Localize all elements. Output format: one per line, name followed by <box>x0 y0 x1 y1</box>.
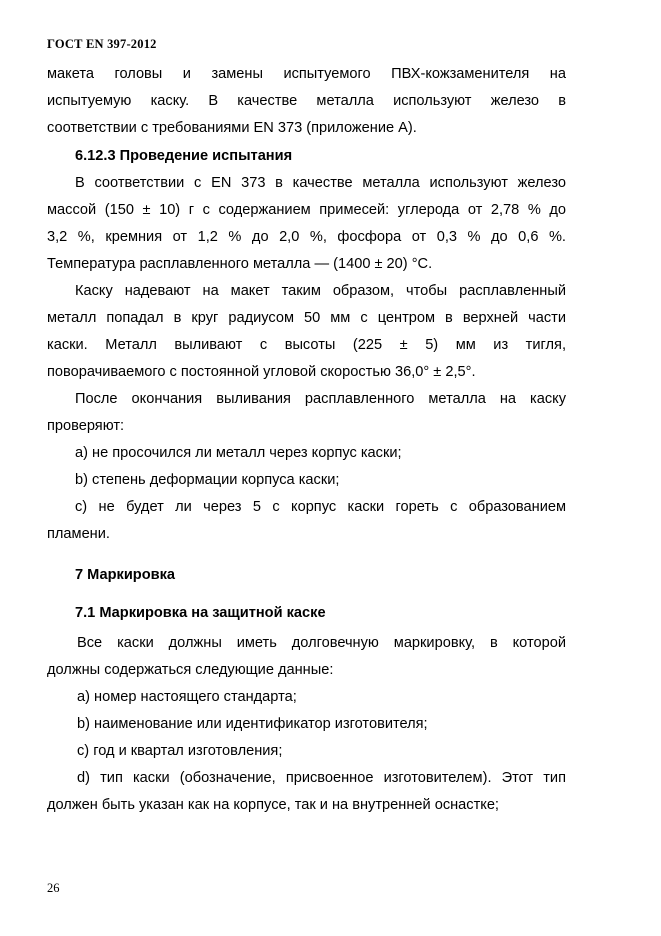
list-item: b) наименование или идентификатор изготовителя; <box>77 716 428 732</box>
list-item: c) год и квартал изготовления; <box>77 743 283 759</box>
list-item: a) номер настоящего стандарта; <box>77 689 297 705</box>
text-line: массой (150 ± 10) г с содержанием примесей: углерода от 2,78 % до <box>47 202 566 218</box>
text-line: металл попадал в круг радиусом 50 мм с центром в верхней части <box>47 310 566 326</box>
text-line: соответствии с требованиями EN 373 (приложение A). <box>47 120 417 136</box>
text-line: проверяют: <box>47 418 125 434</box>
text-line: поворачиваемого с постоянной угловой скоростью 36,0° ± 2,5°. <box>47 364 476 380</box>
section-heading: 6.12.3 Проведение испытания <box>75 148 293 164</box>
section-heading: 7 Маркировка <box>75 567 176 583</box>
text-line: должны содержаться следующие данные: <box>47 662 334 678</box>
list-item: d) тип каски (обозначение, присвоенное изготовителем). Этот тип <box>77 770 566 786</box>
text-line: должен быть указан как на корпусе, так и на внутренней оснастке; <box>47 797 499 813</box>
section-heading: 7.1 Маркировка на защитной каске <box>75 605 326 621</box>
text-line: После окончания выливания расплавленного металла на каску <box>75 391 566 407</box>
list-item: a) не просочился ли металл через корпус каски; <box>75 445 402 461</box>
text-line: Температура расплавленного металла — (1400 ± 20) °C. <box>47 256 433 272</box>
document-header: ГОСТ EN 397-2012 <box>47 37 157 51</box>
text-line: Все каски должны иметь долговечную маркировку, в которой <box>77 635 566 651</box>
text-line: пламени. <box>47 526 110 542</box>
text-line: Каску надевают на макет таким образом, чтобы расплавленный <box>75 283 566 299</box>
text-line: 3,2 %, кремния от 1,2 % до 2,0 %, фосфора от 0,3 % до 0,6 %. <box>47 229 566 245</box>
text-line: каски. Металл выливают с высоты (225 ± 5) мм из тигля, <box>47 337 566 353</box>
list-item: c) не будет ли через 5 с корпус каски гореть с образованием <box>75 499 566 515</box>
text-line: испытуемую каску. В качестве металла используют железо в <box>47 93 566 109</box>
list-item: b) степень деформации корпуса каски; <box>75 472 340 488</box>
text-line: В соответствии с EN 373 в качестве металла используют железо <box>75 175 566 191</box>
page-number: 26 <box>47 881 60 895</box>
text-line: макета головы и замены испытуемого ПВХ-кожзаменителя на <box>47 66 566 82</box>
